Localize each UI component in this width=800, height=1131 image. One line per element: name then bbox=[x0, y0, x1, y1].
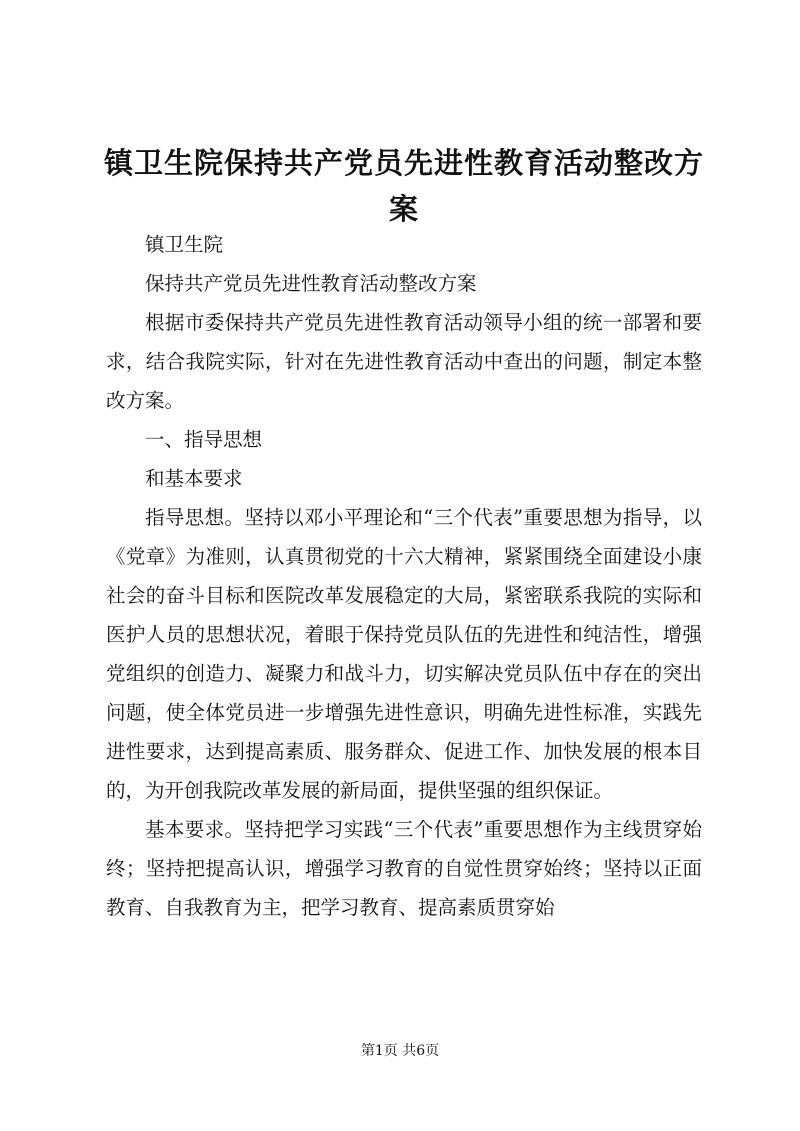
section-heading-1-cont: 和基本要求 bbox=[145, 467, 243, 490]
paragraph-subtitle: 保持共产党员先进性教育活动整改方案 bbox=[145, 272, 477, 295]
document-body bbox=[106, 225, 702, 927]
paragraph-intro: 根据市委保持共产党员先进性教育活动领导小组的统一部署和要求，结合我院实际，针对在先进性教育活动中查出的问题，制定本整改方案。 bbox=[106, 311, 702, 412]
document-title: 镇卫生院保持共产党员先进性教育活动整改方案 bbox=[104, 146, 705, 226]
paragraph-guiding-thought: 指导思想。坚持以邓小平理论和“三个代表”重要思想为指导，以《党章》为准则，认真贯彻党的十六大精神，紧紧围绕全面建设小康社会的奋斗目标和医院改革发展稳定的大局，紧密联系我院的实际和医护人员的思想状况，着眼于保持党员队伍的先进性和纯洁性，增强党组织的创造力、凝聚力和战斗力，切实解决党员队伍中存在的突出问题，使全体党员进一步增强先进性意识，明确先进性标准，实践先进性要求，达到提高素质、服务群众、促进工作、加快发展的根本目的，为开创我院改革发展的新局面，提供坚强的组织保证。 bbox=[106, 506, 702, 802]
paragraph-org: 镇卫生院 bbox=[145, 233, 224, 256]
section-heading-1: 一、指导思想 bbox=[145, 428, 263, 451]
paragraph-basic-requirements: 基本要求。坚持把学习实践“三个代表”重要思想作为主线贯穿始终；坚持把提高认识，增强学习教育的自觉性贯穿始终；坚持以正面教育、自我教育为主，把学习教育、提高素质贯穿始 bbox=[106, 818, 702, 919]
page-footer: 第1页 共6页 bbox=[360, 1043, 440, 1059]
